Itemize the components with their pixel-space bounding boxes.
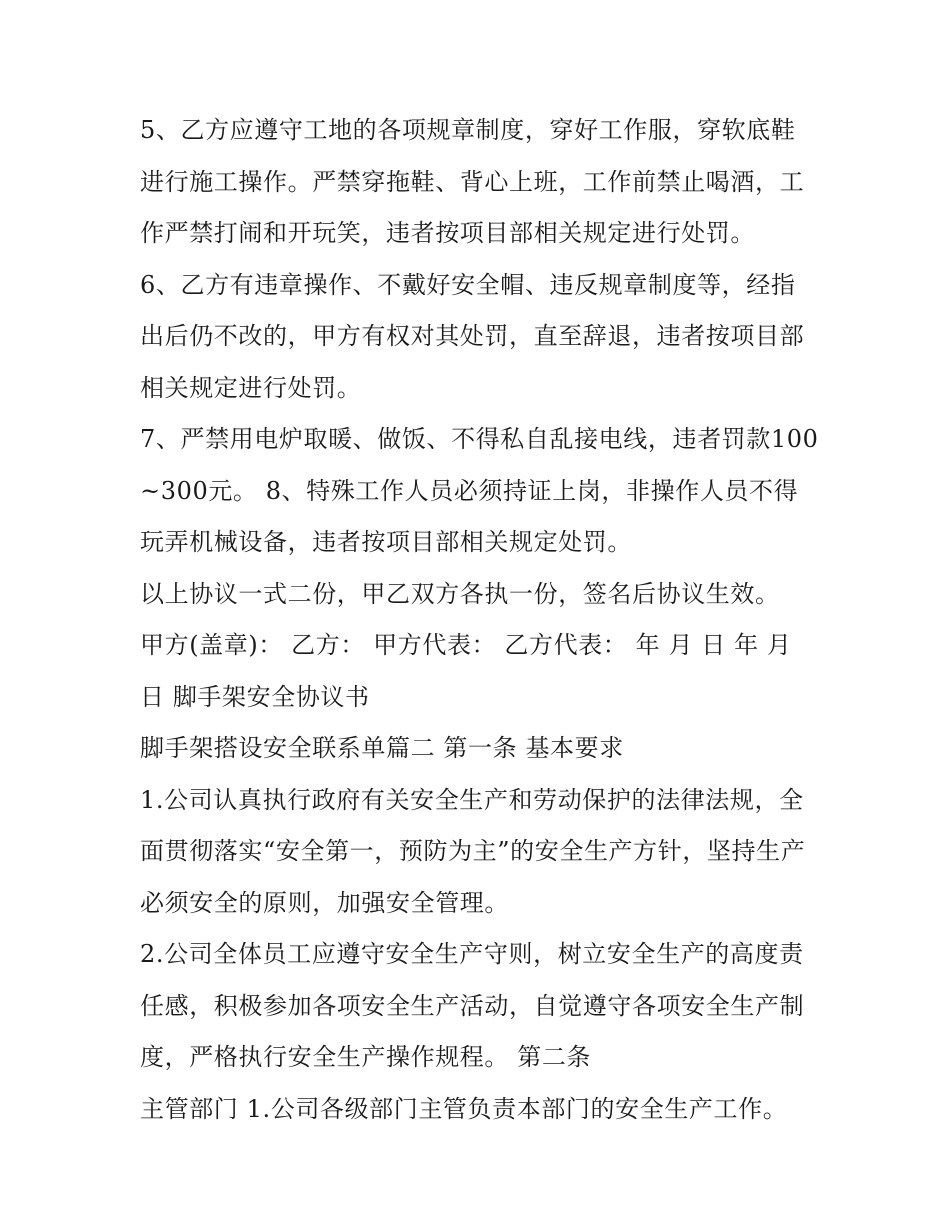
paragraph-clause-7-8: 7、严禁用电炉取暖、做饭、不得私自乱接电线，违者罚款100~300元。 8、特殊工作人员必须持证上岗，非操作人员不得玩弄机械设备，违者按项目部相关规定处罚。 (140, 425, 819, 556)
paragraph-signatures: 甲方(盖章)： 乙方： 甲方代表： 乙方代表： 年 月 日 年 月 日 脚手架安全协议书 (140, 631, 792, 711)
paragraph-clause-5: 5、乙方应遵守工地的各项规章制度，穿好工作服，穿软底鞋进行施工操作。严禁穿拖鞋、背心上班，工作前禁止喝酒，工作严禁打闹和开玩笑，违者按项目部相关规定进行处罚。 (140, 116, 805, 247)
paragraph-department-1: 主管部门 1.公司各级部门主管负责本部门的安全生产工作。 (140, 1094, 788, 1123)
paragraph-clause-6: 6、乙方有违章操作、不戴好安全帽、违反规章制度等，经指出后仍不改的，甲方有权对其处罚，直至辞退，违者按项目部相关规定进行处罚。 (140, 270, 805, 402)
paragraph-requirement-1: 1.公司认真执行政府有关安全生产和劳动保护的法律法规，全面贯彻落实“安全第一，预防为主”的安全生产方针，坚持生产必须安全的原则，加强安全管理。 (140, 785, 806, 917)
paragraph-agreement-copies: 以上协议一式二份，甲乙双方各执一份，签名后协议生效。 (140, 579, 780, 608)
paragraph-requirement-2: 2.公司全体员工应遵守安全生产守则，树立安全生产的高度责任感，积极参加各项安全生产活动，自觉遵守各项安全生产制度，严格执行安全生产操作规程。 第二条 (140, 940, 805, 1071)
document-body (140, 105, 820, 1135)
paragraph-section-heading: 脚手架搭设安全联系单篇二 第一条 基本要求 (140, 734, 624, 762)
